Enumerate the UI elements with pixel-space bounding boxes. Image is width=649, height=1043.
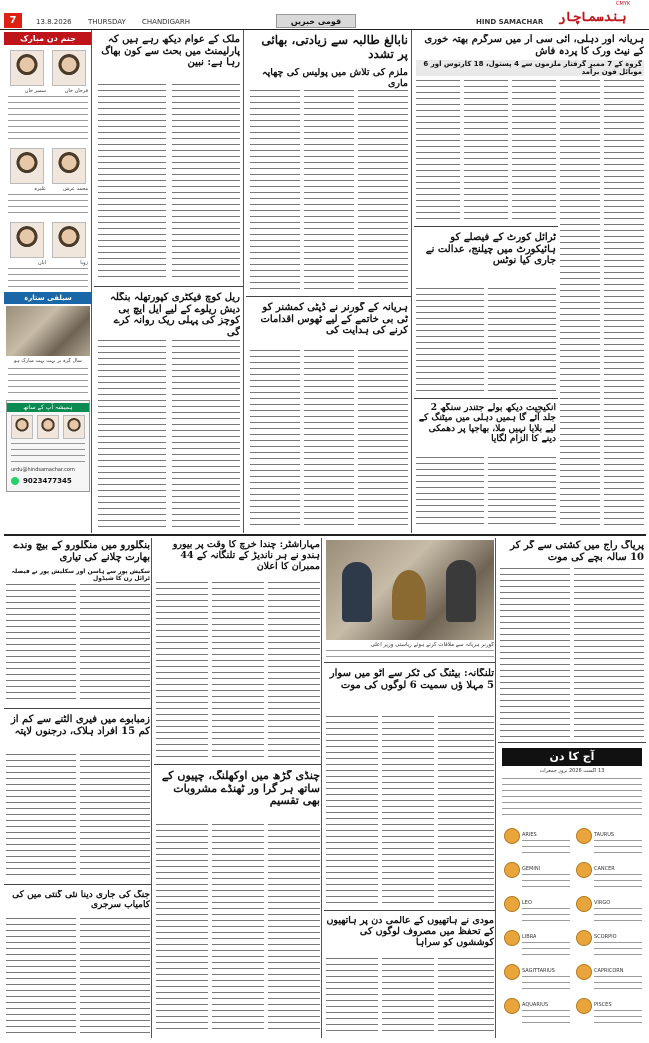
cmyk-marks: CMYK	[616, 1, 631, 7]
divider	[498, 742, 646, 743]
masthead	[0, 0, 649, 30]
column-parliament	[94, 30, 244, 533]
headline-top-banner: ہریانہ اور دہلی، آئی سی آر میں سرگرم بھتہ خوری کے نیٹ ورک کا پردہ فاش	[424, 34, 644, 57]
child-photo	[10, 148, 44, 184]
child-photo	[52, 222, 86, 258]
article-text	[382, 716, 434, 906]
article-text	[6, 918, 76, 1034]
libra-icon	[504, 930, 520, 946]
divider	[4, 708, 152, 709]
article-text	[98, 84, 166, 280]
article-text	[488, 288, 556, 396]
selfie-title: سیلفی ستارہ	[4, 292, 92, 304]
article-text	[438, 958, 494, 1034]
zodiac-label: TAURUS	[594, 832, 615, 838]
article-text	[268, 824, 320, 1034]
headline-nabalig: نابالغ طالبہ سے زیادتی، بھائی پر تشدد	[261, 34, 408, 61]
child-name: فرحان خان	[64, 88, 88, 94]
article-text	[416, 457, 484, 529]
divider	[414, 226, 558, 227]
horoscope-text	[594, 942, 642, 960]
meeting-photo	[326, 540, 494, 640]
column-maharashtra	[154, 538, 322, 1038]
ad-photo	[37, 415, 59, 439]
article-text	[326, 958, 378, 1034]
zodiac-label: CAPRICORN	[594, 968, 624, 974]
column-bengaluru	[4, 538, 152, 1038]
article-text	[512, 80, 556, 220]
headline-jk-surgery: جنگ کی جاری دینا نئی گنتی میں کی کامیاب سرجری	[12, 890, 150, 911]
article-text	[268, 582, 320, 760]
horoscope-text	[522, 942, 570, 960]
divider	[4, 884, 152, 885]
ad-photo	[11, 415, 33, 439]
selfie-caption: سال گرہ پر بہت بہت مبارک ہو	[14, 358, 82, 364]
zodiac-label: VIRGO	[594, 900, 611, 906]
photo-caption-text	[326, 650, 494, 658]
paper-name-english: HIND SAMACHAR	[476, 18, 544, 26]
article-text	[500, 568, 570, 738]
left-sidebar	[4, 30, 92, 533]
aquarius-icon	[504, 998, 520, 1014]
article-text	[156, 582, 208, 760]
horoscope-text	[522, 976, 570, 994]
zodiac-label: LIBRA	[522, 934, 537, 940]
column-nabalig	[246, 30, 412, 533]
zodiac-grid	[500, 824, 644, 1036]
headline-trial-court: ٹرائل کورٹ کے فیصلے کو ہائیکورٹ میں چیلنج، عدالت نے جاری کیا نوٹس	[425, 232, 556, 266]
capricorn-icon	[576, 964, 592, 980]
zodiac-label: CANCER	[594, 866, 615, 872]
gemini-icon	[504, 862, 520, 878]
zodiac-label: ARIES	[522, 832, 537, 838]
child-photo	[52, 148, 86, 184]
ornament-shape	[392, 570, 426, 620]
article-text	[80, 584, 150, 704]
subhead-nabalig: ملزم کی تلاش میں پولیس کی چھاپہ ماری	[262, 68, 408, 89]
birthday-wishes-text	[8, 268, 88, 288]
horoscope-text	[522, 840, 570, 858]
photo-caption: گورنر ہریانہ سے ملاقات کرتے ہوئے ریاستی وزیر اعلی	[370, 642, 494, 648]
paper-name-urdu: ہندسماچار	[558, 10, 627, 25]
headline-governor: ہریانہ کے گورنر نے ڈپٹی کمشنر کو ٹی بی خاتمے کے لیے ٹھوس اقدامات کرنے کی ہدایت کی	[260, 302, 408, 336]
article-text	[358, 350, 408, 526]
article-text	[250, 350, 300, 526]
article-text	[172, 340, 240, 528]
headline-modi: مودی نے ہاتھیوں کے عالمی دن پر ہاتھیوں کے تحفظ میں مصروف لوگوں کی کوششوں کو سراہا	[326, 916, 494, 948]
article-text	[6, 754, 76, 878]
birthday-title: جنم دن مبارک	[4, 32, 92, 45]
article-text	[80, 918, 150, 1034]
virgo-icon	[576, 896, 592, 912]
article-text	[6, 584, 76, 704]
headline-parliament: ملک کے عوام دیکھ رہے ہیں کہ پارلیمنٹ میں بحث سے کون بھاگ رہا ہے: نبین	[101, 34, 240, 68]
zodiac-label: AQUARIUS	[522, 1002, 549, 1008]
article-text	[416, 80, 460, 220]
birthday-wishes-text	[8, 194, 88, 218]
advertisement	[6, 400, 90, 492]
page-number: 7	[4, 13, 22, 28]
sagittarius-icon	[504, 964, 520, 980]
article-text	[212, 824, 264, 1034]
zodiac-label: SCORPIO	[594, 934, 617, 940]
horoscope-text	[522, 874, 570, 892]
horoscope-text	[594, 840, 642, 858]
zodiac-label: GEMINI	[522, 866, 541, 872]
selfie-photo	[6, 306, 90, 356]
column-prayagraj	[498, 538, 646, 1038]
aaj-ka-din-date: 13 اگست 2026 بروز جمعرات	[539, 768, 605, 774]
article-text	[488, 457, 556, 529]
child-name: سمیر خان	[24, 88, 46, 94]
article-text	[574, 568, 644, 738]
child-name: علیزہ	[34, 186, 46, 192]
subhead-bengaluru: سکیش پور سے ہاسن اور سکلیش پور نے فیصلہ ٹرائل رن کا شیڈول	[11, 568, 150, 582]
whatsapp-icon	[11, 477, 19, 485]
ad-text	[11, 443, 85, 463]
person-silhouette	[446, 560, 476, 622]
headline-telangana: تلنگانہ: بیٹنگ کی ٹکر سے آٹو میں سوار 5 مہلا ؤں سمیت 6 لوگوں کی موت	[329, 668, 494, 691]
divider	[94, 286, 244, 287]
issue-city: CHANDIGARH	[142, 18, 190, 26]
article-text	[304, 350, 354, 526]
horoscope-text	[594, 874, 642, 892]
child-photo	[10, 222, 44, 258]
divider	[246, 296, 412, 297]
subhead-top-banner: گروہ کے 7 ممبر گرفتار ملزموں سے 4 پستول، 18 کارتوس اور 6 موبائل فون برآمد	[416, 60, 644, 76]
child-photo	[10, 50, 44, 86]
horoscope-text	[522, 908, 570, 926]
headline-rail-coach: ریل کوچ فیکٹری کپورتھلہ بنگلہ دیش ریلوے کے لیے ایل ایچ بی کوچز کی پہلی ریک روانہ کرے گی	[109, 292, 240, 338]
story-delhi-meeting	[414, 398, 558, 533]
aaj-ka-din-title: آج کا دن	[502, 748, 642, 766]
divider	[154, 764, 322, 765]
ad-phone[interactable]: 9023477345	[23, 477, 72, 485]
child-name: ایان	[38, 260, 46, 266]
article-text	[250, 90, 300, 290]
article-text	[358, 90, 408, 290]
child-name: محمد عرش	[63, 186, 88, 192]
article-text	[560, 80, 600, 526]
birthday-wishes-text	[8, 96, 88, 144]
zodiac-label: SAGITTARIUS	[522, 968, 555, 974]
zodiac-label: PISCES	[594, 1002, 612, 1008]
headline-zimbabwe: زمبابوے میں فیری الٹنے سے کم از کم 15 افراد ہلاک، درجنوں لاپتہ	[10, 714, 150, 737]
article-text	[438, 716, 494, 906]
leo-icon	[504, 896, 520, 912]
article-text	[80, 754, 150, 878]
article-text	[98, 340, 166, 528]
article-text	[604, 80, 644, 526]
child-name: زویا	[80, 260, 88, 266]
ad-email[interactable]: urdu@hindsamachar.com	[11, 467, 75, 473]
column-photo-telangana	[324, 538, 496, 1038]
scorpio-icon	[576, 930, 592, 946]
section-title: قومی خبریں	[276, 14, 356, 28]
article-text	[212, 582, 264, 760]
cancer-icon	[576, 862, 592, 878]
article-text	[464, 80, 508, 220]
horoscope-text	[522, 1010, 570, 1028]
headline-maharashtra: مہاراشٹر: چندا خرچ کا وقت پر بیورو ہندو نے ہر ناندیڑ کے تلنگانہ کے 44 ممبران کا اعلان	[172, 540, 320, 572]
article-text	[382, 958, 434, 1034]
issue-date: 13.8.2026	[36, 18, 72, 26]
article-text	[416, 288, 484, 396]
headline-chandigarh: چنڈی گڑھ میں اوکھلنگ، چپیوں کے ساتھ ہر گرا ور ٹھنڈے مشروبات بھی تقسیم	[161, 770, 320, 808]
person-silhouette	[342, 562, 372, 622]
horoscope-text	[594, 976, 642, 994]
divider	[324, 662, 496, 663]
article-text	[172, 84, 240, 280]
ad-title: ہمیشہ آپ کے ساتھ	[7, 403, 89, 412]
horoscope-text	[594, 908, 642, 926]
zodiac-label: LEO	[522, 900, 532, 906]
calendar-text	[502, 778, 642, 818]
headline-bengaluru: بنگلورو میں منگلورو کے بیچ وندے بھارت چلانے کی تیاری	[13, 540, 150, 563]
headline-prayagraj: پریاگ راج میں کشتی سے گر کر 10 سالہ بچے کی موت	[510, 540, 644, 563]
article-text	[156, 824, 208, 1034]
child-photo	[52, 50, 86, 86]
pisces-icon	[576, 998, 592, 1014]
article-text	[326, 716, 378, 906]
issue-day: THURSDAY	[88, 18, 126, 26]
divider	[324, 910, 496, 911]
ad-photo	[63, 415, 85, 439]
selfie-text	[8, 368, 88, 396]
article-text	[304, 90, 354, 290]
horoscope-text	[594, 1010, 642, 1028]
page-divider	[4, 534, 646, 536]
headline-delhi-meeting: انکیجیت دیکھ بولے جتندر سنگھ 2 جلد آئے گا ہمیں دہلی میں میٹنگ کے لیے بلایا نہیں ملا، بھاجپا پر دھمکی دینے کا الزام لگایا	[418, 403, 556, 445]
taurus-icon	[576, 828, 592, 844]
aries-icon	[504, 828, 520, 844]
